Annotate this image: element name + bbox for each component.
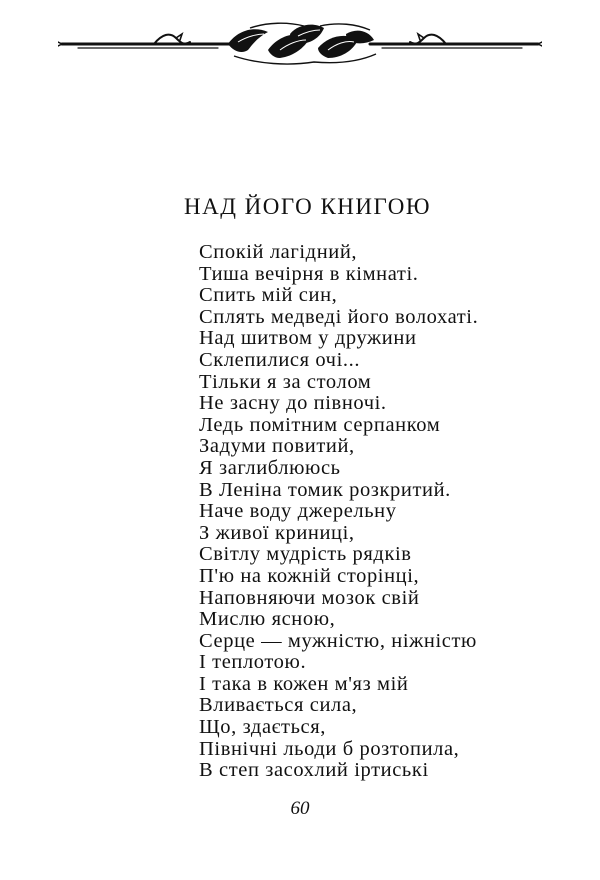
poem-line: І теплотою. — [199, 651, 307, 674]
poem-line: Північні льоди б розтопила, — [199, 737, 460, 760]
poem-line: Світлу мудрість рядків — [199, 543, 412, 566]
poem-line: З живої криниці, — [199, 521, 355, 544]
poem-line: П'ю на кожній сторінці, — [199, 564, 420, 587]
poem-line: Наче воду джерельну — [199, 500, 397, 523]
decorative-header-ornament-icon — [58, 20, 542, 70]
poem-line: Задуми повитий, — [199, 435, 355, 458]
page-number: 60 — [290, 798, 310, 819]
poem-body — [199, 242, 478, 782]
poem-line: Я заглиблююсь — [199, 456, 341, 479]
poem-title: НАД ЙОГО КНИГОЮ — [184, 194, 431, 219]
poem-line: Мислю ясною, — [199, 608, 336, 631]
poem-line: Серце — мужністю, ніжністю — [199, 629, 477, 652]
poem-line: І така в кожен м'яз мій — [199, 672, 409, 695]
poem-line: В Леніна томик розкритий. — [199, 478, 451, 501]
poem-line: Спить мій син, — [199, 284, 338, 307]
poem-line: Наповняючи мозок свій — [199, 586, 420, 609]
poem-line: Тільки я за столом — [199, 370, 372, 393]
poem-line: Ледь помітним серпанком — [199, 413, 441, 436]
poem-line: Над шитвом у дружини — [199, 327, 417, 350]
poem-line: В степ засохлий іртиські — [199, 759, 429, 782]
poem-line: Сплять медведі його волохаті. — [199, 305, 479, 328]
poem-line: Вливається сила, — [199, 694, 358, 717]
poem-line: Спокій лагідний, — [199, 241, 358, 263]
poem-line: Склепилися очі... — [199, 348, 361, 371]
poem-line: Тиша вечірня в кімнаті. — [199, 262, 419, 285]
poem-line: Не засну до півночі. — [199, 392, 387, 415]
poem-line: Що, здається, — [199, 716, 326, 739]
